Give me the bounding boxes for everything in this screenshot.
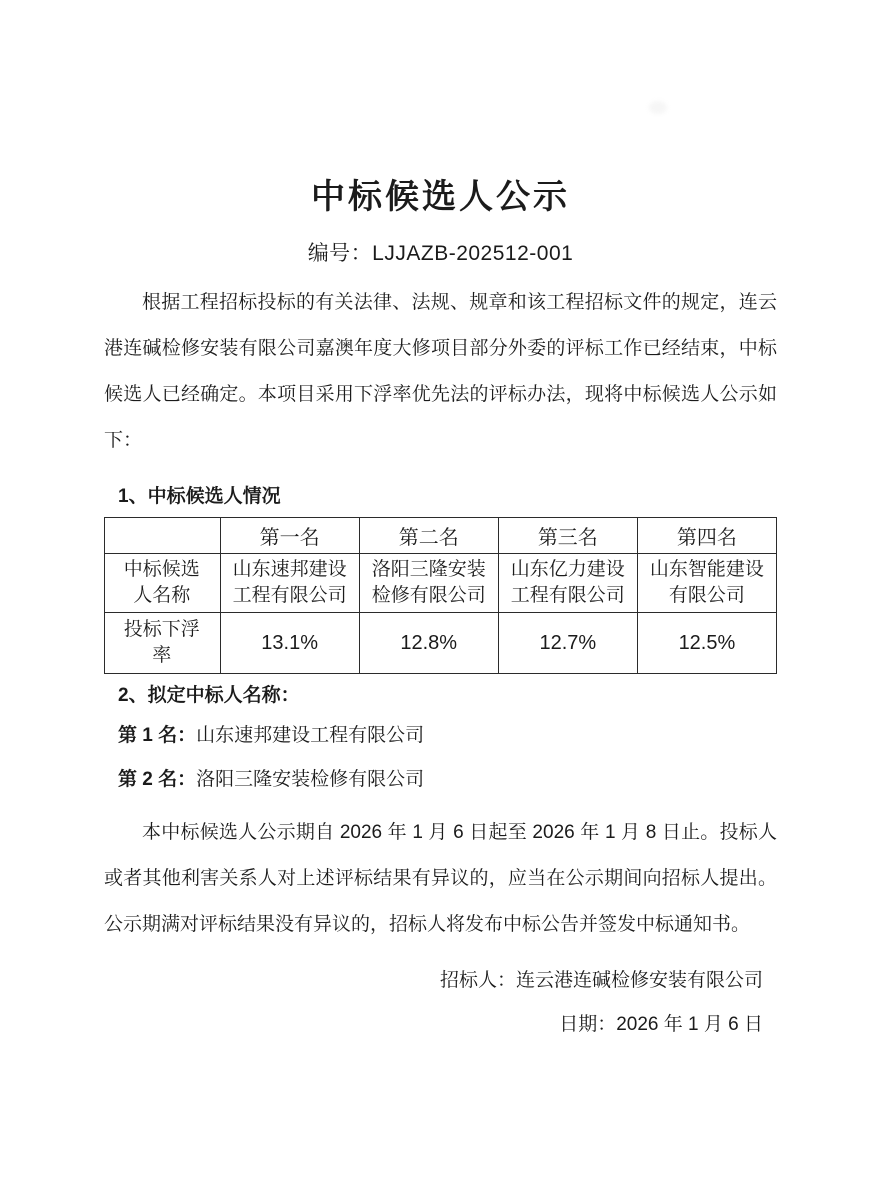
- intro-paragraph: 根据工程招标投标的有关法律、法规、规章和该工程招标文件的规定，连云港连碱检修安装有限公司嘉澳年度大修项目部分外委的评标工作已经结束，中标候选人已经确定。本项目采用下浮率优先法的评标办法，现将中标候选人公示如下：: [104, 292, 777, 451]
- rank-header-cell: 第二名: [359, 518, 498, 554]
- row-header-candidate-name: 中标候选人名称: [105, 554, 221, 613]
- rank-header-cell: 第三名: [498, 518, 637, 554]
- discount-rate-cell: 12.7%: [498, 613, 637, 674]
- faint-smudge-mark: [649, 101, 667, 114]
- table-corner-cell: [105, 518, 221, 554]
- discount-rate-cell: 13.1%: [220, 613, 359, 674]
- rank-header-cell: 第四名: [637, 518, 776, 554]
- notice-paragraph: 本中标候选人公示期自 2026 年 1 月 6 日起至 2026 年 1 月 8 日止。投标人或者其他利害关系人对上述评标结果有异议的，应当在公示期间向招标人提出。公示期满对评标结果没有异议的，招标人将发布中标公告并签发中标通知书。: [104, 822, 777, 935]
- winner-line-1: [104, 722, 777, 750]
- candidate-name-cell: 洛阳三隆安装检修有限公司: [359, 554, 498, 613]
- candidate-name-cell: 山东速邦建设工程有限公司: [220, 554, 359, 613]
- winner-2-label: 第 2 名：: [118, 769, 197, 790]
- rank-header-cell: 第一名: [220, 518, 359, 554]
- candidates-table: [104, 517, 777, 674]
- winner-line-2: [104, 766, 777, 794]
- discount-rate-cell: 12.5%: [637, 613, 776, 674]
- discount-rate-cell: 12.8%: [359, 613, 498, 674]
- table-discount-rate-row: [105, 613, 777, 674]
- section1-heading: 1、中标候选人情况: [118, 486, 281, 507]
- table-rank-row: [105, 518, 777, 554]
- table-candidate-name-row: [105, 554, 777, 613]
- winner-1-label: 第 1 名：: [118, 725, 197, 746]
- date-line: 日期：2026 年 1 月 6 日: [559, 1014, 763, 1035]
- row-header-discount-rate: 投标下浮率: [105, 613, 221, 674]
- page-title: 中标候选人公示: [311, 179, 570, 216]
- section2-heading: 2、拟定中标人名称：: [118, 685, 300, 706]
- winner-2-name: 洛阳三隆安装检修有限公司: [196, 769, 425, 790]
- winner-1-name: 山东速邦建设工程有限公司: [196, 725, 425, 746]
- doc-number: 编号：LJJAZB-202512-001: [307, 242, 574, 265]
- document-content: [0, 178, 880, 1039]
- tenderer-line: 招标人：连云港连碱检修安装有限公司: [439, 970, 763, 991]
- candidate-name-cell: 山东智能建设有限公司: [637, 554, 776, 613]
- candidate-name-cell: 山东亿力建设工程有限公司: [498, 554, 637, 613]
